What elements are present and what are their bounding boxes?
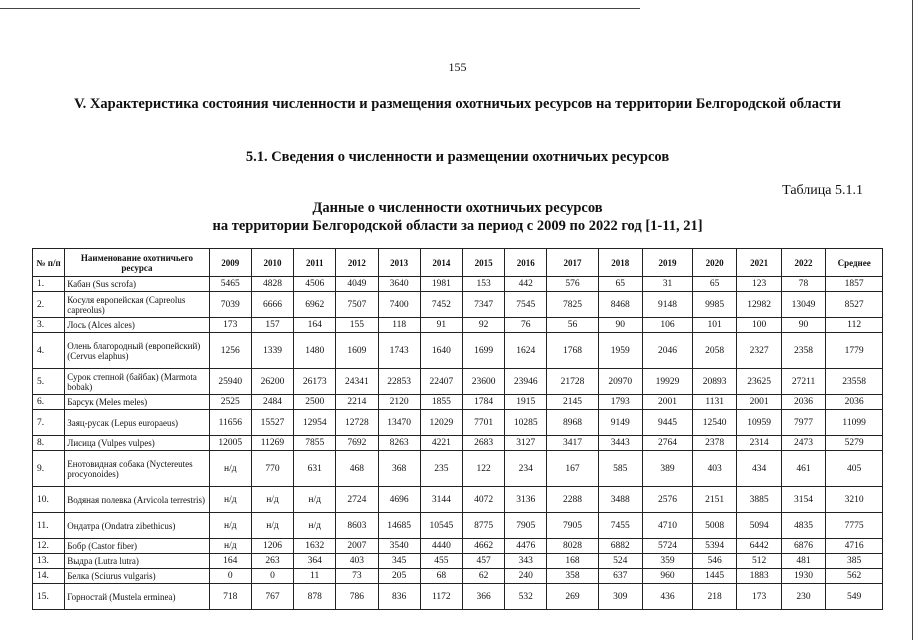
year-value-cell: 9149 [598,410,642,436]
year-value-cell: 23600 [462,369,504,395]
year-value-cell: н/д [251,487,293,513]
year-value-cell: 13470 [378,410,420,436]
row-number: 13. [33,554,65,569]
year-value-cell: 359 [642,554,692,569]
year-value-cell: 10545 [420,513,462,539]
table-header-cell: 2018 [598,249,642,277]
year-value-cell: 1768 [547,333,598,369]
year-value-cell: н/д [209,513,251,539]
year-value-cell: 9985 [692,292,736,318]
table-header-cell: 2010 [251,249,293,277]
year-value-cell: 2036 [781,395,825,410]
year-value-cell: 12540 [692,410,736,436]
table-row [33,436,883,451]
year-value-cell: 8775 [462,513,504,539]
row-number: 5. [33,369,65,395]
year-value-cell: 442 [505,277,547,292]
table-row [33,395,883,410]
year-value-cell: 101 [692,318,736,333]
year-value-cell: 532 [505,584,547,610]
average-cell: 4716 [826,539,883,554]
scan-border-right [912,0,913,640]
year-value-cell: 92 [462,318,504,333]
year-value-cell: 2473 [781,436,825,451]
year-value-cell: 7905 [505,513,547,539]
year-value-cell: 12954 [294,410,336,436]
year-value-cell: 173 [737,584,781,610]
year-value-cell: 157 [251,318,293,333]
year-value-cell: 4072 [462,487,504,513]
table-header-cell: 2016 [505,249,547,277]
year-value-cell: 90 [598,318,642,333]
year-value-cell: 1784 [462,395,504,410]
year-value-cell: 20893 [692,369,736,395]
resource-name: Енотовидная собака (Nyctereutes procyonoides) [65,451,209,487]
year-value-cell: 56 [547,318,598,333]
year-value-cell: 2764 [642,436,692,451]
scan-border-top [0,8,640,9]
average-cell: 549 [826,584,883,610]
year-value-cell: 11269 [251,436,293,451]
year-value-cell: 368 [378,451,420,487]
year-value-cell: 455 [420,554,462,569]
year-value-cell: 25940 [209,369,251,395]
row-number: 10. [33,487,65,513]
average-cell: 1779 [826,333,883,369]
table-header-cell: Наименование охотничьего ресурса [65,249,209,277]
year-value-cell: 31 [642,277,692,292]
year-value-cell: 1883 [737,569,781,584]
year-value-cell: 4835 [781,513,825,539]
table-row [33,584,883,610]
year-value-cell: 512 [737,554,781,569]
year-value-cell: н/д [209,451,251,487]
year-value-cell: 118 [378,318,420,333]
section-title: V. Характеристика состояния численности и размещения охотничьих ресурсов на территории Белгородской области [74,96,841,112]
year-value-cell: 230 [781,584,825,610]
table-header-cell: 2015 [462,249,504,277]
year-value-cell: 8968 [547,410,598,436]
year-value-cell: 5465 [209,277,251,292]
year-value-cell: 7507 [336,292,378,318]
year-value-cell: 0 [209,569,251,584]
year-value-cell: 770 [251,451,293,487]
year-value-cell: 4049 [336,277,378,292]
year-value-cell: 4476 [505,539,547,554]
year-value-cell: 6962 [294,292,336,318]
year-value-cell: 1743 [378,333,420,369]
row-number: 15. [33,584,65,610]
resource-name: Барсук (Meles meles) [65,395,209,410]
table-header-cell: 2012 [336,249,378,277]
average-cell: 8527 [826,292,883,318]
average-cell: 5279 [826,436,883,451]
year-value-cell: 2525 [209,395,251,410]
average-cell: 23558 [826,369,883,395]
year-value-cell: 90 [781,318,825,333]
year-value-cell: 2145 [547,395,598,410]
year-value-cell: н/д [209,487,251,513]
year-value-cell: 3885 [737,487,781,513]
year-value-cell: 3640 [378,277,420,292]
table-header-cell: 2009 [209,249,251,277]
year-value-cell: 123 [737,277,781,292]
year-value-cell: 2058 [692,333,736,369]
year-value-cell: 7701 [462,410,504,436]
row-number: 7. [33,410,65,436]
year-value-cell: 3154 [781,487,825,513]
year-value-cell: 235 [420,451,462,487]
year-value-cell: 403 [336,554,378,569]
subsection-title: 5.1. Сведения о численности и размещении охотничьих ресурсов [245,149,670,165]
year-value-cell: 6666 [251,292,293,318]
year-value-cell: 2001 [737,395,781,410]
year-value-cell: 8468 [598,292,642,318]
year-value-cell: 5008 [692,513,736,539]
year-value-cell: 218 [692,584,736,610]
year-value-cell: 14685 [378,513,420,539]
year-value-cell: 68 [420,569,462,584]
year-value-cell: 1131 [692,395,736,410]
row-number: 3. [33,318,65,333]
year-value-cell: 263 [251,554,293,569]
year-value-cell: 23625 [737,369,781,395]
year-value-cell: 3488 [598,487,642,513]
year-value-cell: 1632 [294,539,336,554]
table-row [33,487,883,513]
year-value-cell: 403 [692,451,736,487]
year-value-cell: 1981 [420,277,462,292]
year-value-cell: 836 [378,584,420,610]
year-value-cell: 3127 [505,436,547,451]
year-value-cell: 1624 [505,333,547,369]
resource-name: Сурок степной (байбак) (Marmota bobak) [65,369,209,395]
year-value-cell: 76 [505,318,547,333]
year-value-cell: 2500 [294,395,336,410]
resource-name: Косуля европейская (Capreolus capreolus) [65,292,209,318]
year-value-cell: 767 [251,584,293,610]
year-value-cell: 205 [378,569,420,584]
year-value-cell: 21728 [547,369,598,395]
table-title [150,199,765,235]
year-value-cell: 3136 [505,487,547,513]
year-value-cell: 1930 [781,569,825,584]
resource-name: Горностай (Mustela erminea) [65,584,209,610]
year-value-cell: 436 [642,584,692,610]
year-value-cell: 5094 [737,513,781,539]
year-value-cell: 6876 [781,539,825,554]
year-value-cell: 2724 [336,487,378,513]
year-value-cell: 2358 [781,333,825,369]
year-value-cell: 1855 [420,395,462,410]
year-value-cell: 576 [547,277,598,292]
average-cell: 2036 [826,395,883,410]
year-value-cell: 10959 [737,410,781,436]
year-value-cell: н/д [294,513,336,539]
table-header-cell: 2017 [547,249,598,277]
year-value-cell: 8263 [378,436,420,451]
year-value-cell: 164 [209,554,251,569]
year-value-cell: 1256 [209,333,251,369]
table-row [33,333,883,369]
year-value-cell: 1172 [420,584,462,610]
year-value-cell: 8603 [336,513,378,539]
average-cell: 1857 [826,277,883,292]
page-number: 155 [448,60,467,74]
year-value-cell: 457 [462,554,504,569]
year-value-cell: 22407 [420,369,462,395]
year-value-cell: 718 [209,584,251,610]
year-value-cell: 4221 [420,436,462,451]
resource-name: Ондатра (Ondatra zibethicus) [65,513,209,539]
row-number: 2. [33,292,65,318]
resource-name: Бобр (Castor fiber) [65,539,209,554]
year-value-cell: 7039 [209,292,251,318]
year-value-cell: 1480 [294,333,336,369]
year-value-cell: 3540 [378,539,420,554]
year-value-cell: 5724 [642,539,692,554]
year-value-cell: 12029 [420,410,462,436]
table-row [33,277,883,292]
year-value-cell: 1915 [505,395,547,410]
resource-name: Кабан (Sus scrofa) [65,277,209,292]
year-value-cell: 1793 [598,395,642,410]
year-value-cell: 7455 [598,513,642,539]
year-value-cell: 100 [737,318,781,333]
year-value-cell: н/д [251,513,293,539]
table-header-cell: Среднее [826,249,883,277]
year-value-cell: 4710 [642,513,692,539]
year-value-cell: 10285 [505,410,547,436]
row-number: 12. [33,539,65,554]
year-value-cell: 7400 [378,292,420,318]
resource-name: Лось (Alces alces) [65,318,209,333]
year-value-cell: 240 [505,569,547,584]
year-value-cell: 7347 [462,292,504,318]
row-number: 4. [33,333,65,369]
year-value-cell: 4828 [251,277,293,292]
year-value-cell: 7825 [547,292,598,318]
table-header-cell: № п/п [33,249,65,277]
table-row [33,554,883,569]
year-value-cell: 6442 [737,539,781,554]
year-value-cell: 91 [420,318,462,333]
year-value-cell: 345 [378,554,420,569]
year-value-cell: 461 [781,451,825,487]
resource-name: Водяная полевка (Arvicola terrestris) [65,487,209,513]
year-value-cell: 2046 [642,333,692,369]
resource-name: Выдра (Lutra lutra) [65,554,209,569]
year-value-cell: 23946 [505,369,547,395]
table-header-cell: 2022 [781,249,825,277]
year-value-cell: 7545 [505,292,547,318]
year-value-cell: 3144 [420,487,462,513]
year-value-cell: 168 [547,554,598,569]
year-value-cell: 12982 [737,292,781,318]
year-value-cell: 153 [462,277,504,292]
year-value-cell: 12005 [209,436,251,451]
year-value-cell: 481 [781,554,825,569]
year-value-cell: 2683 [462,436,504,451]
table-header-row [33,249,883,277]
year-value-cell: н/д [294,487,336,513]
year-value-cell: 269 [547,584,598,610]
table-header-cell: 2019 [642,249,692,277]
year-value-cell: 309 [598,584,642,610]
year-value-cell: 4662 [462,539,504,554]
year-value-cell: 7905 [547,513,598,539]
resource-name: Лисица (Vulpes vulpes) [65,436,209,451]
year-value-cell: 2314 [737,436,781,451]
row-number: 6. [33,395,65,410]
year-value-cell: 27211 [781,369,825,395]
year-value-cell: 167 [547,451,598,487]
year-value-cell: 878 [294,584,336,610]
year-value-cell: 20970 [598,369,642,395]
year-value-cell: 234 [505,451,547,487]
year-value-cell: 2007 [336,539,378,554]
year-value-cell: 65 [598,277,642,292]
year-value-cell: 65 [692,277,736,292]
resource-name: Олень благородный (европейский) (Cervus elaphus) [65,333,209,369]
average-cell: 405 [826,451,883,487]
year-value-cell: 366 [462,584,504,610]
resource-name: Белка (Sciurus vulgaris) [65,569,209,584]
year-value-cell: 389 [642,451,692,487]
average-cell: 562 [826,569,883,584]
table-row [33,410,883,436]
year-value-cell: 4440 [420,539,462,554]
table-row [33,569,883,584]
year-value-cell: 524 [598,554,642,569]
average-cell: 385 [826,554,883,569]
year-value-cell: 106 [642,318,692,333]
table-row [33,318,883,333]
year-value-cell: 122 [462,451,504,487]
year-value-cell: 73 [336,569,378,584]
year-value-cell: 22853 [378,369,420,395]
table-title-line-1: Данные о численности охотничьих ресурсов [312,200,603,216]
year-value-cell: 12728 [336,410,378,436]
year-value-cell: 19929 [642,369,692,395]
year-value-cell: 2151 [692,487,736,513]
year-value-cell: 0 [251,569,293,584]
row-number: 8. [33,436,65,451]
year-value-cell: 7452 [420,292,462,318]
average-cell: 7775 [826,513,883,539]
year-value-cell: 2120 [378,395,420,410]
year-value-cell: 78 [781,277,825,292]
year-value-cell: н/д [209,539,251,554]
year-value-cell: 358 [547,569,598,584]
table-row [33,539,883,554]
row-number: 9. [33,451,65,487]
year-value-cell: 1609 [336,333,378,369]
table-row [33,369,883,395]
year-value-cell: 637 [598,569,642,584]
year-value-cell: 2484 [251,395,293,410]
year-value-cell: 1959 [598,333,642,369]
year-value-cell: 15527 [251,410,293,436]
population-table [32,248,883,610]
average-cell: 112 [826,318,883,333]
year-value-cell: 1206 [251,539,293,554]
table-label: Таблица 5.1.1 [782,183,863,198]
year-value-cell: 4696 [378,487,420,513]
year-value-cell: 164 [294,318,336,333]
year-value-cell: 2576 [642,487,692,513]
average-cell: 11099 [826,410,883,436]
average-cell: 3210 [826,487,883,513]
year-value-cell: 155 [336,318,378,333]
table-header-cell: 2021 [737,249,781,277]
year-value-cell: 2327 [737,333,781,369]
table-header-cell: 2014 [420,249,462,277]
year-value-cell: 7692 [336,436,378,451]
year-value-cell: 1640 [420,333,462,369]
table-header-cell: 2011 [294,249,336,277]
year-value-cell: 3417 [547,436,598,451]
row-number: 11. [33,513,65,539]
year-value-cell: 7977 [781,410,825,436]
year-value-cell: 585 [598,451,642,487]
year-value-cell: 173 [209,318,251,333]
year-value-cell: 343 [505,554,547,569]
year-value-cell: 11 [294,569,336,584]
year-value-cell: 9148 [642,292,692,318]
table-row [33,292,883,318]
year-value-cell: 631 [294,451,336,487]
year-value-cell: 364 [294,554,336,569]
year-value-cell: 26173 [294,369,336,395]
year-value-cell: 434 [737,451,781,487]
row-number: 1. [33,277,65,292]
year-value-cell: 1699 [462,333,504,369]
year-value-cell: 62 [462,569,504,584]
year-value-cell: 786 [336,584,378,610]
year-value-cell: 2001 [642,395,692,410]
table-body [33,277,883,610]
year-value-cell: 4506 [294,277,336,292]
year-value-cell: 5394 [692,539,736,554]
year-value-cell: 546 [692,554,736,569]
year-value-cell: 1445 [692,569,736,584]
year-value-cell: 8028 [547,539,598,554]
year-value-cell: 960 [642,569,692,584]
year-value-cell: 3443 [598,436,642,451]
table-row [33,451,883,487]
table-header-cell: 2020 [692,249,736,277]
table-row [33,513,883,539]
year-value-cell: 7855 [294,436,336,451]
table-header-cell: 2013 [378,249,420,277]
year-value-cell: 2288 [547,487,598,513]
year-value-cell: 2214 [336,395,378,410]
year-value-cell: 13049 [781,292,825,318]
year-value-cell: 6882 [598,539,642,554]
year-value-cell: 26200 [251,369,293,395]
year-value-cell: 468 [336,451,378,487]
resource-name: Заяц-русак (Lepus europaeus) [65,410,209,436]
year-value-cell: 9445 [642,410,692,436]
row-number: 14. [33,569,65,584]
year-value-cell: 2378 [692,436,736,451]
year-value-cell: 11656 [209,410,251,436]
table-title-line-2: на территории Белгородской области за период с 2009 по 2022 год [1-11, 21] [212,218,703,234]
year-value-cell: 1339 [251,333,293,369]
year-value-cell: 24341 [336,369,378,395]
